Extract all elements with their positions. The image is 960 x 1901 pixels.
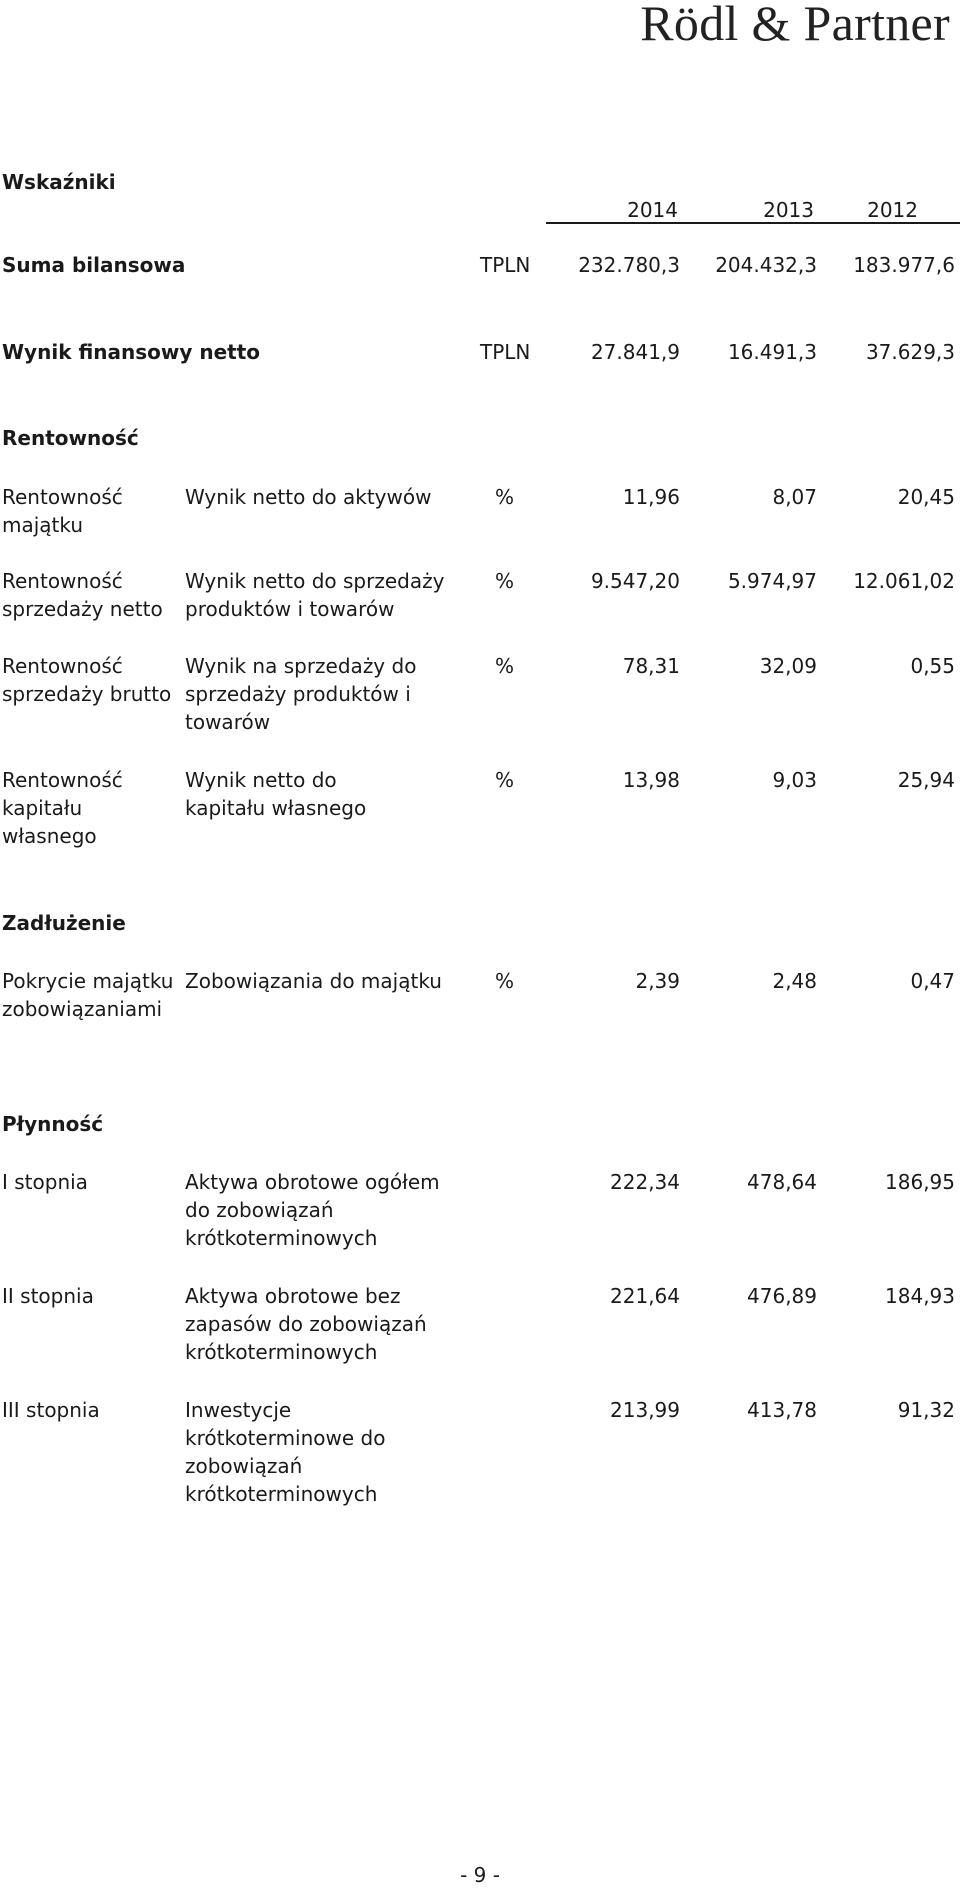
row-value: 20,45	[897, 485, 955, 509]
row-label: Rentowność majątku	[2, 485, 123, 537]
row-value: 11,96	[622, 485, 680, 509]
row-formula: Wynik na sprzedaży do sprzedaży produktów i towarów	[185, 654, 417, 734]
year-header-2012: 2012	[867, 198, 918, 222]
page-number: - 9 -	[460, 1863, 500, 1887]
row-formula: Wynik netto do sprzedaży produktów i towarów	[185, 569, 445, 621]
row-value: 78,31	[622, 654, 680, 678]
row-label: Rentowność sprzedaży netto	[2, 569, 163, 621]
summary-value: 27.841,9	[590, 340, 680, 364]
section-title-plynnosc: Płynność	[2, 1112, 104, 1136]
row-value: 12.061,02	[853, 569, 955, 593]
row-value: 8,07	[772, 485, 817, 509]
row-unit: %	[495, 969, 515, 993]
row-formula: Aktywa obrotowe bez zapasów do zobowiązań krótkoterminowych	[185, 1284, 427, 1364]
row-value: 2,48	[772, 969, 817, 993]
page-title: Wskaźniki	[2, 170, 116, 194]
row-label: I stopnia	[2, 1170, 88, 1194]
summary-unit: TPLN	[480, 340, 531, 364]
row-value: 476,89	[747, 1284, 817, 1308]
row-label: III stopnia	[2, 1398, 100, 1422]
row-formula: Wynik netto do kapitału własnego	[185, 768, 367, 820]
row-formula: Inwestycje krótkoterminowe do zobowiązań krótkoterminowych	[185, 1398, 386, 1506]
row-formula: Aktywa obrotowe ogółem do zobowiązań krótkoterminowych	[185, 1170, 440, 1250]
row-value: 13,98	[622, 768, 680, 792]
row-value: 25,94	[897, 768, 955, 792]
section-title-zadluzenie: Zadłużenie	[2, 911, 126, 935]
row-label: Rentowność kapitału własnego	[2, 768, 123, 848]
company-logo: Rödl & Partner	[640, 0, 950, 51]
row-label: Rentowność sprzedaży brutto	[2, 654, 172, 706]
row-value: 0,55	[910, 654, 955, 678]
year-header-2014: 2014	[627, 198, 678, 222]
row-label: II stopnia	[2, 1284, 94, 1308]
summary-label-suma-bilansowa: Suma bilansowa	[2, 253, 186, 277]
row-value: 2,39	[635, 969, 680, 993]
row-value: 184,93	[885, 1284, 955, 1308]
row-value: 32,09	[759, 654, 817, 678]
row-unit: %	[495, 485, 515, 509]
summary-value: 204.432,3	[715, 253, 817, 277]
summary-value: 37.629,3	[865, 340, 955, 364]
row-formula: Wynik netto do aktywów	[185, 485, 432, 509]
row-value: 213,99	[610, 1398, 680, 1422]
row-value: 186,95	[885, 1170, 955, 1194]
row-label: Pokrycie majątku zobowiązaniami	[2, 969, 174, 1021]
summary-value: 232.780,3	[578, 253, 680, 277]
section-title-rentownosc: Rentowność	[2, 426, 139, 450]
row-value: 91,32	[897, 1398, 955, 1422]
row-value: 222,34	[610, 1170, 680, 1194]
row-unit: %	[495, 569, 515, 593]
row-unit: %	[495, 768, 515, 792]
row-value: 9,03	[772, 768, 817, 792]
row-value: 221,64	[610, 1284, 680, 1308]
summary-unit: TPLN	[480, 253, 531, 277]
row-value: 0,47	[910, 969, 955, 993]
row-value: 413,78	[747, 1398, 817, 1422]
year-header-2013: 2013	[763, 198, 814, 222]
row-unit: %	[495, 654, 515, 678]
header-rule	[546, 222, 960, 224]
row-value: 478,64	[747, 1170, 817, 1194]
summary-value: 16.491,3	[727, 340, 817, 364]
row-formula: Zobowiązania do majątku	[185, 969, 442, 993]
summary-value: 183.977,6	[853, 253, 955, 277]
summary-label-wynik-finansowy: Wynik finansowy netto	[2, 340, 261, 364]
row-value: 9.547,20	[590, 569, 680, 593]
row-value: 5.974,97	[727, 569, 817, 593]
